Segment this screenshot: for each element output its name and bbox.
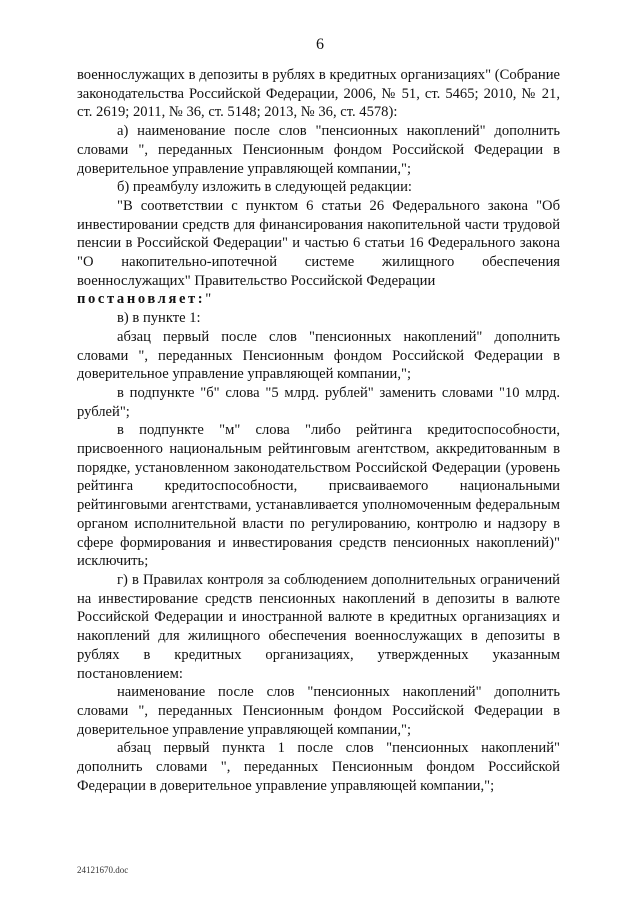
- paragraph: а) наименование после слов "пенсионных накоплений" дополнить словами ", переданных Пенсионным фондом Российской Федерации в доверительное управление управляющей компании,";: [77, 123, 560, 177]
- decree-word: постановляет:: [77, 291, 206, 308]
- paragraph: г) в Правилах контроля за соблюдением дополнительных ограничений на инвестирование средств пенсионных накоплений в депозиты в валюте Российской Федерации и иностранной валюте в кредитных организациях и накоплений для жилищного обеспечения военнослужащих в депозиты в рублях в кредитных организациях, утвержденных указанным постановлением:: [77, 571, 560, 682]
- paragraph: в подпункте "б" слова "5 млрд. рублей" заменить словами "10 млрд. рублей";: [77, 384, 560, 420]
- paragraph: наименование после слов "пенсионных накоплений" дополнить словами ", переданных Пенсионным фондом Российской Федерации в доверительное управление управляющей компании,";: [77, 684, 560, 738]
- file-name-footer: 24121670.doc: [77, 865, 129, 875]
- paragraph: абзац первый после слов "пенсионных накоплений" дополнить словами ", переданных Пенсионным фондом Российской Федерации в доверительное управление управляющей компании,";: [77, 328, 560, 383]
- paragraph: в подпункте "м" слова "либо рейтинга кредитоспособности, присвоенного национальным рейтинговым агентством, аккредитованным в порядке, установленном законодательством Российской Федерации (уровень рейтинга кредитоспособности, присваиваемого национальными рейтинговыми агентствами, устанавливается уполномоченным федеральным органом исполнительной власти по регулированию, контролю и надзору в сфере формирования и инвестирования средств пенсионных накоплений)" исключить;: [77, 422, 560, 570]
- paragraph: в) в пункте 1:: [117, 310, 201, 327]
- page-number: 6: [316, 36, 324, 53]
- document-body: [77, 66, 560, 795]
- paragraph: абзац первый пункта 1 после слов "пенсионных накоплений" дополнить словами ", переданных Пенсионным фондом Российской Федерации в доверительное управление управляющей компании,";: [77, 740, 560, 794]
- decree-tail: ": [205, 291, 212, 308]
- paragraph: б) преамбулу изложить в следующей редакции:: [117, 179, 412, 196]
- paragraph: военнослужащих в депозиты в рублях в кредитных организациях" (Собрание законодательства Российской Федерации, 2006, № 51, ст. 5465; 2010, № 21, ст. 2619; 2011, № 36, ст. 5148; 2013, № 36, ст. 4578):: [77, 67, 560, 121]
- paragraph: "В соответствии с пунктом 6 статьи 26 Федерального закона "Об инвестировании средств для финансирования накопительной части трудовой пенсии в Российской Федерации" и частью 6 статьи 16 Федерального закона "О накопительно-ипотечной системе жилищного обеспечения военнослужащих" Правительство Российской Федерации: [77, 197, 560, 289]
- paragraph-decree: [77, 290, 560, 309]
